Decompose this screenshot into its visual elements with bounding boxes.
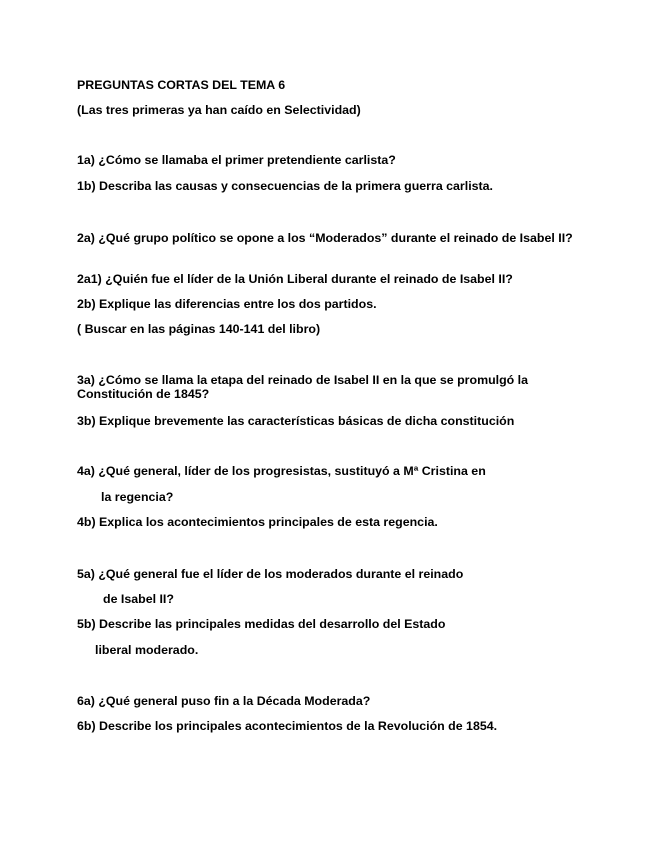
question-3b: 3b) Explique brevemente las características básicas de dicha constitución — [77, 414, 515, 428]
question-3a: 3a) ¿Cómo se llama la etapa del reinado de Isabel II en la que se promulgó la Constitución de 1845? — [77, 373, 529, 401]
document-title: PREGUNTAS CORTAS DEL TEMA 6 — [77, 78, 286, 92]
question-1a: 1a) ¿Cómo se llamaba el primer pretendiente carlista? — [77, 153, 396, 167]
question-2-note: ( Buscar en las páginas 140-141 del libro) — [77, 322, 321, 336]
question-4b: 4b) Explica los acontecimientos principales de esta regencia. — [77, 515, 438, 529]
question-5a-line2: de Isabel II? — [103, 592, 174, 606]
question-2a1: 2a1) ¿Quién fue el líder de la Unión Liberal durante el reinado de Isabel II? — [77, 272, 513, 286]
question-5b-line2: liberal moderado. — [95, 643, 199, 657]
question-1b: 1b) Describa las causas y consecuencias de la primera guerra carlista. — [77, 179, 493, 193]
question-6a: 6a) ¿Qué general puso fin a la Década Moderada? — [77, 694, 371, 708]
question-6b: 6b) Describe los principales acontecimientos de la Revolución de 1854. — [77, 719, 498, 733]
question-4a-line1: 4a) ¿Qué general, líder de los progresistas, sustituyó a Mª Cristina en — [77, 464, 486, 478]
question-4a-line2: la regencia? — [101, 490, 174, 504]
question-5a-line1: 5a) ¿Qué general fue el líder de los moderados durante el reinado — [77, 567, 464, 581]
document-subtitle: (Las tres primeras ya han caído en Selectividad) — [77, 103, 361, 117]
question-5b-line1: 5b) Describe las principales medidas del desarrollo del Estado — [77, 617, 446, 631]
question-2b: 2b) Explique las diferencias entre los dos partidos. — [77, 297, 377, 311]
question-2a: 2a) ¿Qué grupo político se opone a los “Moderados” durante el reinado de Isabel II? — [77, 231, 573, 245]
